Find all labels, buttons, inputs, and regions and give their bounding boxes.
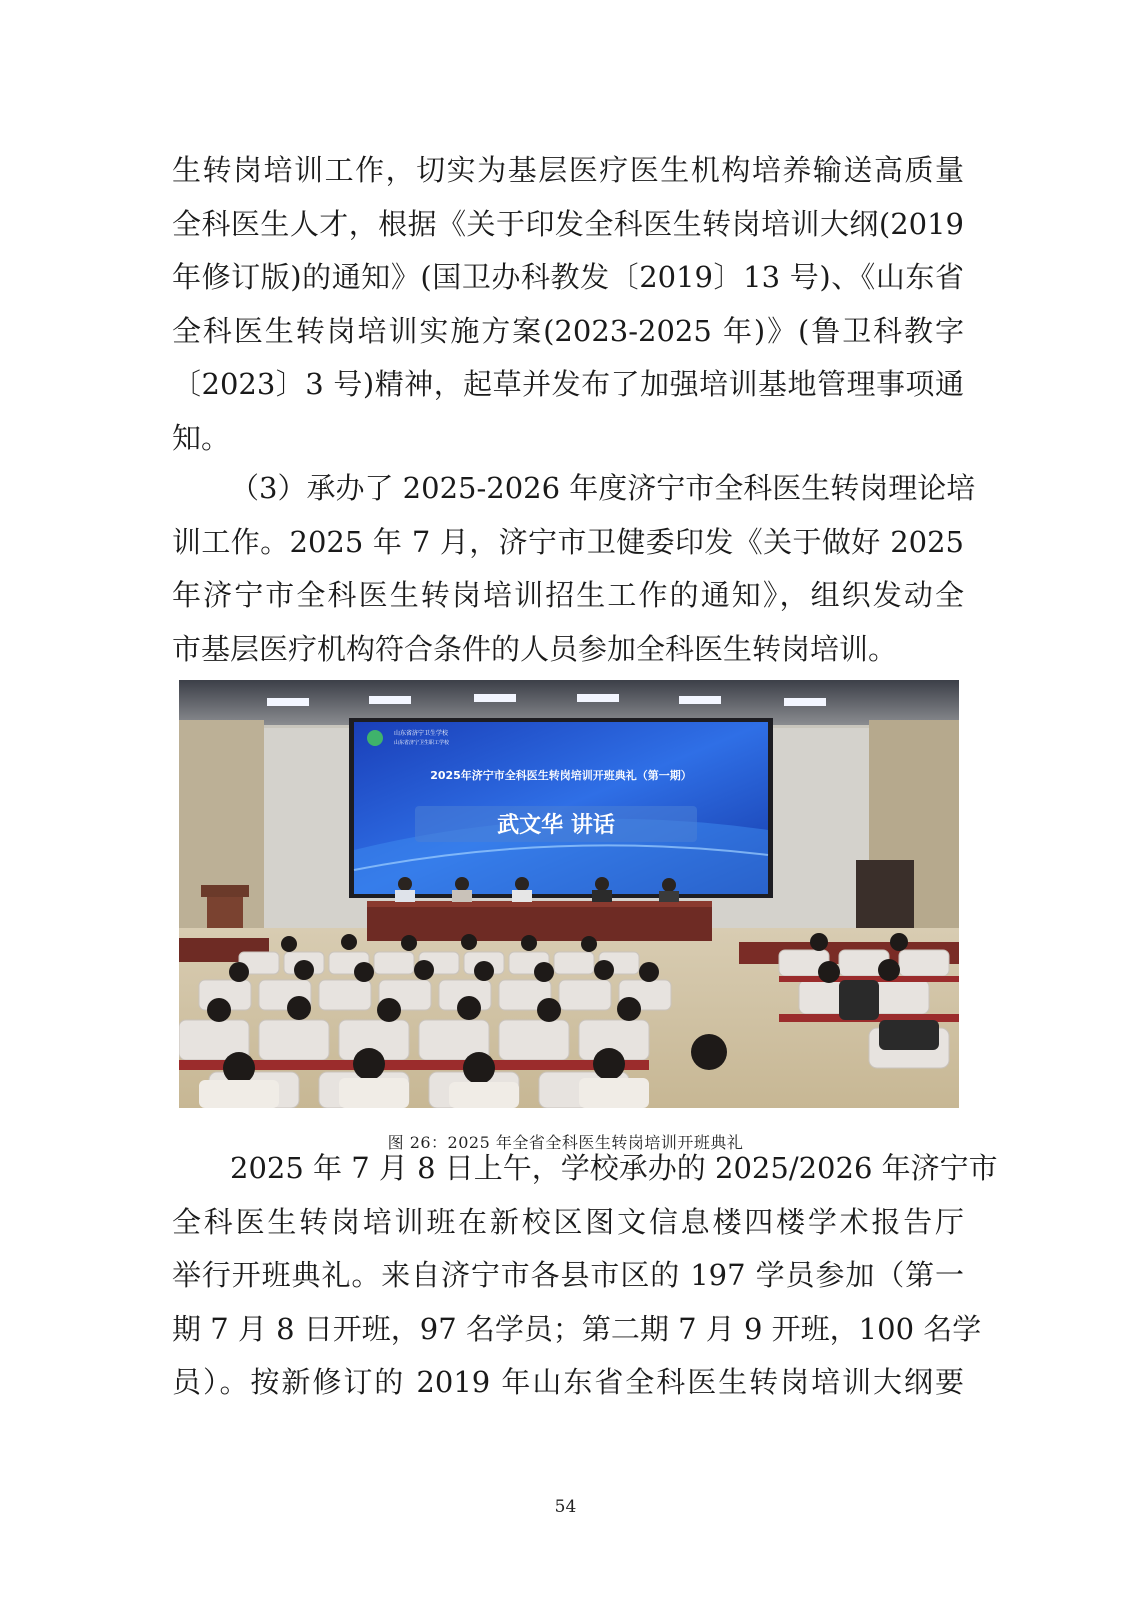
text-line: 〔2023〕3 号)精神，起草并发布了加强培训基地管理事项通 [172,367,964,401]
screen-logo-text: 山东省济宁卫生学校 [394,730,449,737]
text-line: 训工作。2025 年 7 月，济宁市卫健委印发《关于做好 2025 [172,524,964,559]
text-line: 全科医生转岗培训班在新校区图文信息楼四楼学术报告厅 [172,1204,964,1239]
paragraph-3 [172,1142,998,1410]
text-line: 全科医生转岗培训实施方案(2023-2025 年)》(鲁卫科教字 [172,313,964,348]
paragraph-2 [172,462,976,676]
text-line: 期 7 月 8 日开班，97 名学员；第二期 7 月 9 开班，100 名学 [172,1311,982,1346]
screen-logo-text: 山东省济宁卫生职工学校 [394,740,450,746]
figure-caption: 图 26：2025 年全省全科医生转岗培训开班典礼 [387,1133,744,1152]
text-line: 2025 年 7 月 8 日上午，学校承办的 2025/2026 年济宁市 [230,1151,998,1185]
ceremony-photo [179,680,959,1108]
text-line: 员）。按新修订的 2019 年山东省全科医生转岗培训大纲要 [172,1365,964,1399]
text-line: 年修订版)的通知》(国卫办科教发〔2019〕13 号)、《山东省 [172,260,964,294]
text-line: 年济宁市全科医生转岗培训招生工作的通知》，组织发动全 [172,578,964,612]
screen-speaker: 武文华 讲话 [497,813,615,838]
text-line: 全科医生人才，根据《关于印发全科医生转岗培训大纲(2019 [172,206,964,241]
screen-title: 2025年济宁市全科医生转岗培训开班典礼（第一期） [430,769,692,782]
paragraph-1 [172,144,964,465]
text-line: （3）承办了 2025-2026 年度济宁市全科医生转岗理论培 [230,471,976,505]
text-line: 知。 [172,420,231,455]
text-line: 举行开班典礼。来自济宁市各县市区的 197 学员参加（第一 [172,1258,964,1292]
text-line: 市基层医疗机构符合条件的人员参加全科医生转岗培训。 [172,631,898,666]
text-line: 生转岗培训工作，切实为基层医疗医生机构培养输送高质量 [172,153,964,187]
page-number: 54 [554,1497,577,1517]
